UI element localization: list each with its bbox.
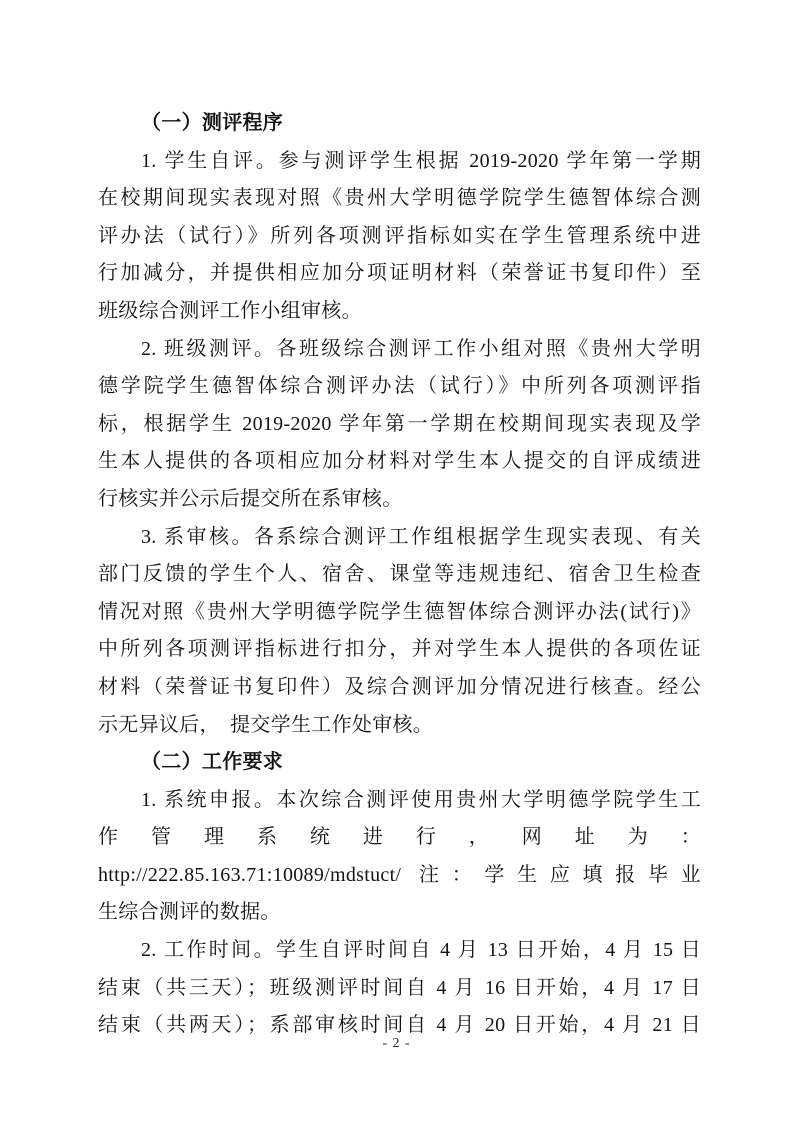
document-line: 在校期间现实表现对照《贵州大学明德学院学生德智体综合测 <box>98 187 701 210</box>
document-line: 1. 系统申报。本次综合测评使用贵州大学明德学院学生工 <box>141 788 701 811</box>
document-line: 标，根据学生 2019-2020 学年第一学期在校期间现实表现及学 <box>98 412 701 435</box>
document-body <box>98 105 701 1045</box>
document-line: 生本人提供的各项相应加分材料对学生本人提交的自评成绩进 <box>98 450 701 473</box>
section-heading: （一）测评程序 <box>141 112 284 134</box>
document-line: 2. 工作时间。学生自评时间自 4 月 13 日开始，4 月 15 日 <box>141 939 701 962</box>
document-line: 作 管 理 系 统 进 行 ， 网 址 为 ： <box>98 826 701 849</box>
document-line: 示无异议后， 提交学生工作处审核。 <box>98 713 434 736</box>
document-line: 材料（荣誉证书复印件）及综合测评加分情况进行核查。经公 <box>98 675 701 698</box>
document-line: 行核实并公示后提交所在系审核。 <box>98 487 403 510</box>
document-line: 生综合测评的数据。 <box>98 901 281 924</box>
document-line: 评办法（试行）》所列各项测评指标如实在学生管理系统中进 <box>98 224 701 247</box>
document-line: 中所列各项测评指标进行扣分，并对学生本人提供的各项佐证 <box>98 638 701 661</box>
document-line: 1. 学生自评。参与测评学生根据 2019-2020 学年第一学期 <box>141 149 701 172</box>
document-line: 3. 系审核。各系综合测评工作组根据学生现实表现、有关 <box>141 525 701 548</box>
document-line: 部门反馈的学生个人、宿舍、课堂等违规违纪、宿舍卫生检查 <box>98 563 701 586</box>
document-line: 行加减分，并提供相应加分项证明材料（荣誉证书复印件）至 <box>98 262 701 285</box>
document-line: 班级综合测评工作小组审核。 <box>98 299 362 322</box>
document-line: 情况对照《贵州大学明德学院学生德智体综合测评办法(试行)》 <box>98 600 701 623</box>
document-line: 结束（共三天）；班级测评时间自 4 月 16 日开始，4 月 17 日 <box>98 976 701 999</box>
document-line: 结束（共两天）；系部审核时间自 4 月 20 日开始，4 月 21 日 <box>98 1014 701 1037</box>
document-line: 德学院学生德智体综合测评办法（试行）》中所列各项测评指 <box>98 375 701 398</box>
document-line: 2. 班级测评。各班级综合测评工作小组对照《贵州大学明 <box>141 337 701 360</box>
document-line: http://222.85.163.71:10089/mdstuct/ 注：学生应填报毕业 <box>98 863 701 886</box>
section-heading: （二）工作要求 <box>141 751 284 774</box>
page-number: - 2 - <box>382 1036 411 1051</box>
